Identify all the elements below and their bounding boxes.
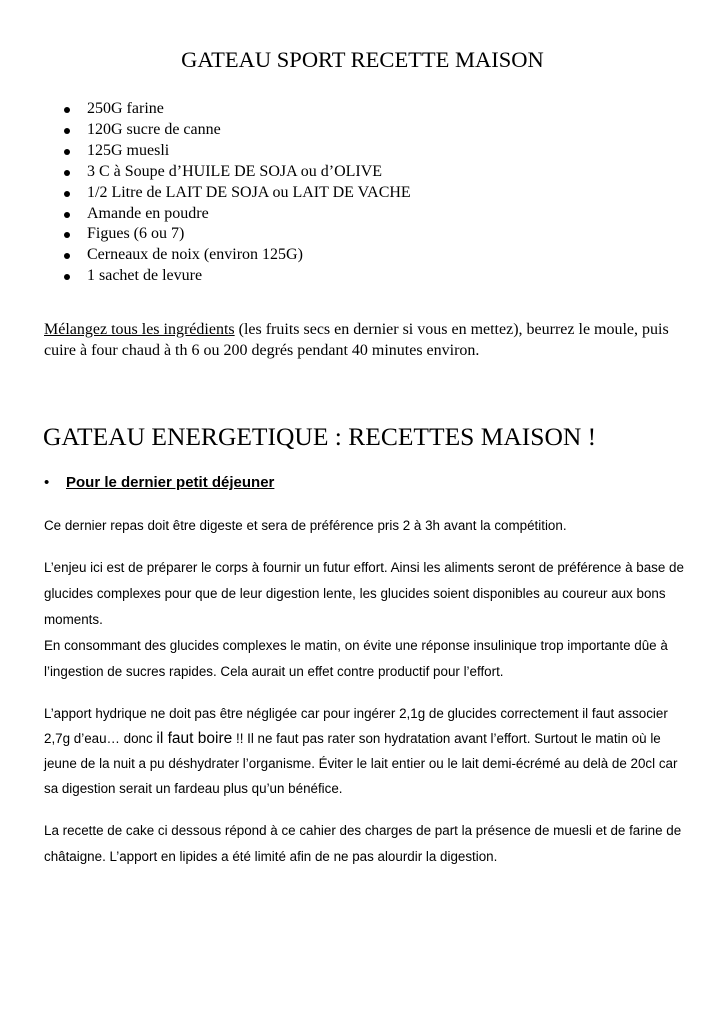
bullet-icon [64, 191, 70, 197]
bullet-icon [64, 107, 70, 113]
list-item [44, 120, 411, 141]
bullet-icon [64, 232, 70, 238]
paragraph-3-end: !! Il ne faut pas rater son hydratation avant l’effort. Surtout le matin où le jeune de la nuit a pu déshydrater l’organisme. Éviter le lait entier ou le lait demi-écrémé au delà de 20cl car sa digestion serait un fardeau plus qu’un bénéfice. [44, 731, 678, 796]
paragraph-3-emphasis: il faut boire [156, 730, 233, 747]
method-underlined: Mélangez tous les ingrédients [44, 321, 235, 338]
ingredient-text: Figues (6 ou 7) [87, 225, 185, 243]
bullet-icon [64, 170, 70, 176]
ingredient-text: 250G farine [87, 100, 164, 117]
ingredient-list [44, 99, 411, 287]
paragraph-2a: L’enjeu ici est de préparer le corps à fournir un futur effort. Ainsi les aliments seront de préférence à base de glucides complexes pour que de leur digestion lente, les glucides soient disponibles au coureur aux bons moments. [44, 560, 684, 627]
bullet-icon: • [44, 474, 50, 491]
page-title: GATEAU SPORT RECETTE MAISON [181, 47, 544, 72]
ingredient-text: 125G muesli [87, 141, 170, 159]
paragraph-3 [44, 701, 689, 801]
subheading [44, 473, 274, 493]
bullet-icon [64, 274, 70, 280]
bullet-icon [64, 212, 70, 218]
bullet-icon [64, 128, 70, 134]
ingredient-text: 1/2 Litre de LAIT DE SOJA ou LAIT DE VACHE [87, 183, 411, 201]
list-item [44, 266, 411, 287]
list-item [44, 224, 411, 245]
paragraph-4: La recette de cake ci dessous répond à ce cahier des charges de part la présence de muesli et de farine de châtaigne. L’apport en lipides a été limité afin de ne pas alourdir la digestion. [44, 823, 682, 864]
list-item [44, 183, 411, 204]
list-item [44, 99, 411, 120]
list-item [44, 245, 411, 266]
section-title: GATEAU ENERGETIQUE : RECETTES MAISON ! [43, 422, 597, 451]
ingredient-text: 3 C à Soupe d’HUILE DE SOJA ou d’OLIVE [87, 162, 383, 180]
bullet-icon [64, 149, 70, 155]
list-item [44, 141, 411, 162]
method-paragraph [44, 319, 684, 361]
bullet-icon [64, 253, 70, 259]
subheading-label: Pour le dernier petit déjeuner [66, 474, 275, 491]
ingredient-text: Amande en poudre [87, 204, 209, 222]
ingredient-text: 1 sachet de levure [87, 267, 203, 285]
list-item [44, 162, 411, 183]
ingredient-text: 120G sucre de canne [87, 120, 221, 138]
paragraph-1: Ce dernier repas doit être digeste et sera de préférence pris 2 à 3h avant la compétition. [44, 518, 567, 533]
paragraph-2 [44, 555, 689, 685]
paragraph-3-start: L’apport hydrique ne doit pas être négligée car pour ingérer 2,1g de glucides correctement il faut associer 2,7g d’eau… donc [44, 706, 668, 746]
list-item [44, 204, 411, 225]
method-text: (les fruits secs en dernier si vous en mettez), beurrez le moule, puis cuire à four chaud à th 6 ou 200 degrés pendant 40 minutes environ. [44, 321, 669, 359]
ingredient-text: Cerneaux de noix (environ 125G) [87, 246, 303, 264]
paragraph-2b: En consommant des glucides complexes le matin, on évite une réponse insulinique trop importante dûe à l’ingestion de sucres rapides. Cela aurait un effet contre productif pour l’effort. [44, 638, 668, 679]
